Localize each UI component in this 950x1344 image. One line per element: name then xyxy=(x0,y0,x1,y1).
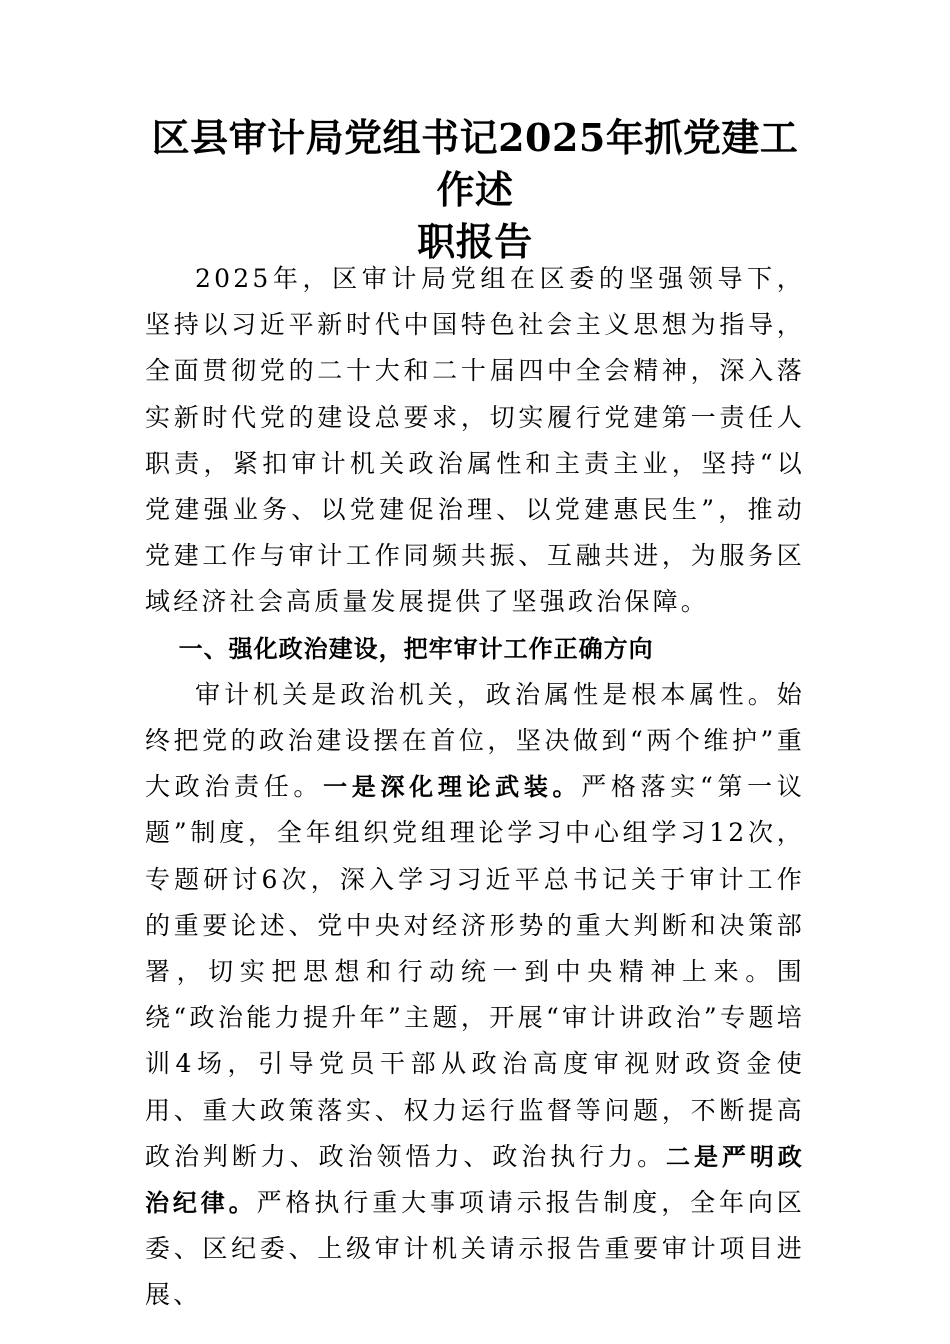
title-line-2: 职报告 xyxy=(417,219,533,264)
section-1-paragraph xyxy=(145,672,805,1319)
document-title xyxy=(145,112,805,268)
intro-paragraph: 2025年，区审计局党组在区委的坚强领导下，坚持以习近平新时代中国特色社会主义思想为指导，全面贯彻党的二十大和二十届四中全会精神，深入落实新时代党的建设总要求，切实履行党建第一责任人职责，紧扣审计机关政治属性和主责主业，坚持“以党建强业务、以党建促治理、以党建惠民生”，推动党建工作与审计工作同频共振、互融共进，为服务区域经济社会高质量发展提供了坚强政治保障。 xyxy=(145,264,805,617)
document-body xyxy=(145,256,805,1319)
point-1-label: 一是深化理论武装。 xyxy=(323,773,582,802)
point-1-text: 严格落实“第一议题”制度，全年组织党组理论学习中心组学习12次，专题研讨6次，深入学习习近平总书记关于审计工作的重要论述、党中央对经济形势的重大判断和决策部署，切实把思想和行动统一到中央精神上来。围绕“政治能力提升年”主题，开展“审计讲政治”专题培训4场，引导党员干部从政治高度审视财政资金使用、重大政策落实、权力运行监督等问题，不断提高政治判断力、政治领悟力、政治执行力。 xyxy=(145,772,805,1171)
title-line-1: 区县审计局党组书记2025年抓党建工作述 xyxy=(151,115,799,212)
point-2-label: 二是严明政治纪律。 xyxy=(145,1142,805,1218)
section-1-intro: 审计机关是政治机关，政治属性是根本属性。始终把党的政治建设摆在首位，坚决做到“两个维护”重大政治责任。 xyxy=(145,679,805,802)
section-heading-1: 一、强化政治建设，把牢审计工作正确方向 xyxy=(178,634,654,663)
point-2-text: 严格执行重大事项请示报告制度，全年向区委、区纪委、上级审计机关请示报告重要审计项目进展、 xyxy=(145,1188,805,1310)
